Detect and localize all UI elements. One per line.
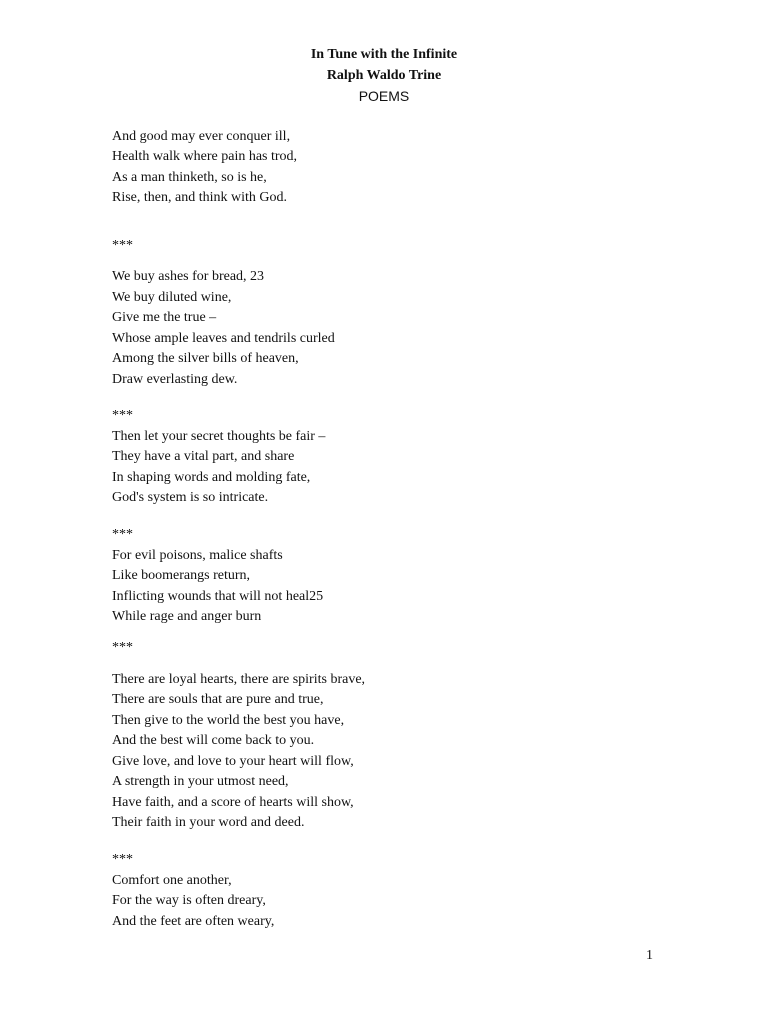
poem-line: Give love, and love to your heart will flow, xyxy=(112,754,354,769)
poem-line: We buy ashes for bread, 23 xyxy=(112,269,265,284)
poem-line: Rise, then, and think with God. xyxy=(112,190,287,205)
document-title: In Tune with the Infinite xyxy=(310,47,458,62)
poem-line: Have faith, and a score of hearts will show, xyxy=(112,795,354,810)
poem-line: There are loyal hearts, there are spirits brave, xyxy=(112,672,366,687)
document-author: Ralph Waldo Trine xyxy=(326,68,442,83)
poem-line: For evil poisons, malice shafts xyxy=(112,548,283,563)
page-number: 1 xyxy=(646,948,653,963)
poem-line: We buy diluted wine, xyxy=(112,290,232,305)
poem-line: They have a vital part, and share xyxy=(112,449,295,464)
stanza-separator: *** xyxy=(112,640,133,655)
poem-line: Inflicting wounds that will not heal25 xyxy=(112,589,324,604)
poem-line: God's system is so intricate. xyxy=(112,490,269,505)
poem-line: Whose ample leaves and tendrils curled xyxy=(112,331,335,346)
poem-line: Comfort one another, xyxy=(112,873,232,888)
poem-line: For the way is often dreary, xyxy=(112,893,266,908)
section-heading: POEMS xyxy=(358,88,410,104)
poem-line: And the feet are often weary, xyxy=(112,914,275,929)
poem-line: Their faith in your word and deed. xyxy=(112,815,305,830)
poem-line: And the best will come back to you. xyxy=(112,733,315,748)
poem-line: A strength in your utmost need, xyxy=(112,774,289,789)
poem-line: Health walk where pain has trod, xyxy=(112,149,298,164)
stanza-separator: *** xyxy=(112,238,133,253)
document-header xyxy=(0,44,768,107)
poem-line: Among the silver bills of heaven, xyxy=(112,351,299,366)
poem-line: As a man thinketh, so is he, xyxy=(112,170,267,185)
stanza-separator: *** xyxy=(112,408,133,423)
poem-line: Give me the true – xyxy=(112,310,217,325)
poem-line: Draw everlasting dew. xyxy=(112,372,238,387)
poem-line: Like boomerangs return, xyxy=(112,568,251,583)
stanza-separator: *** xyxy=(112,852,133,867)
stanza-separator: *** xyxy=(112,527,133,542)
poem-line: In shaping words and molding fate, xyxy=(112,470,311,485)
poem-line: Then let your secret thoughts be fair – xyxy=(112,429,326,444)
poem-line: And good may ever conquer ill, xyxy=(112,129,291,144)
poem-line: There are souls that are pure and true, xyxy=(112,692,324,707)
poem-line: Then give to the world the best you have, xyxy=(112,713,345,728)
poem-line: While rage and anger burn xyxy=(112,609,262,624)
